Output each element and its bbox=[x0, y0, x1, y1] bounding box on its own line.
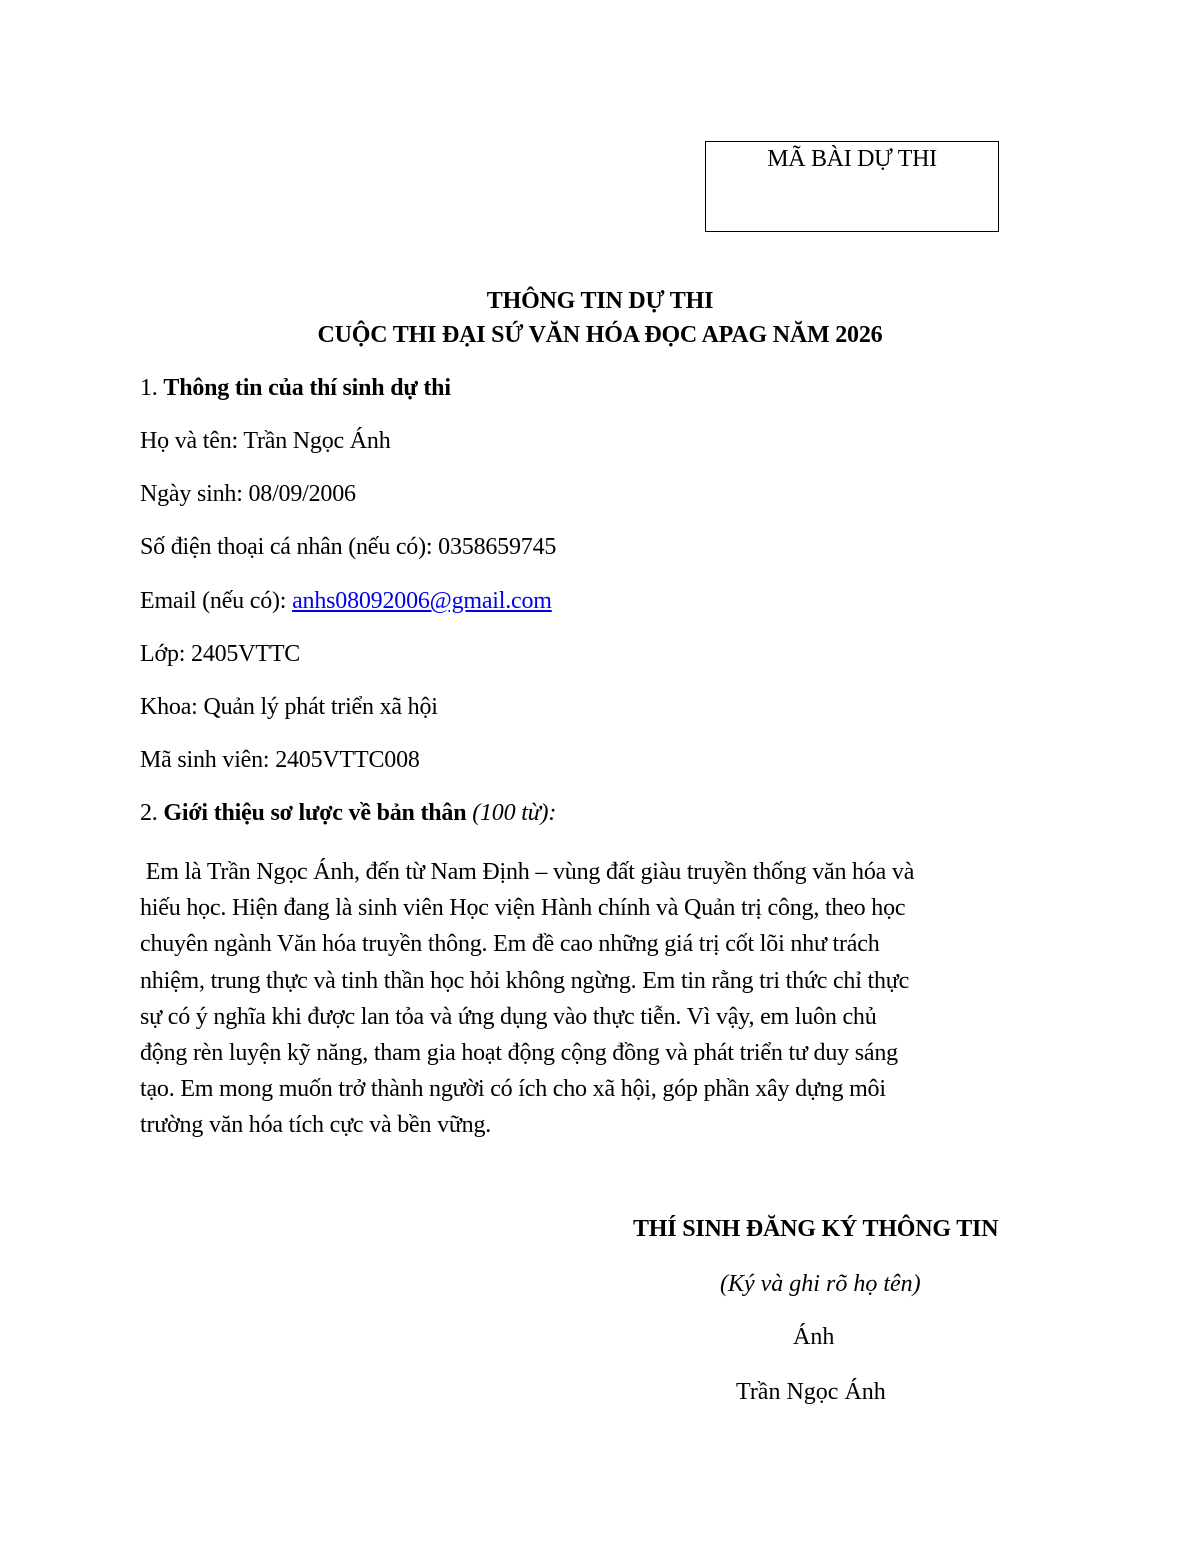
field-student-id bbox=[140, 747, 420, 774]
field-full-name bbox=[140, 428, 391, 455]
email-link[interactable]: anhs08092006@gmail.com bbox=[292, 588, 552, 614]
section1-title: Thông tin của thí sinh dự thi bbox=[163, 375, 451, 401]
section2-note: (100 từ): bbox=[472, 800, 557, 826]
field-phone bbox=[140, 534, 556, 561]
field-value: 0358659745 bbox=[438, 534, 557, 560]
section2-title: Giới thiệu sơ lược về bản thân bbox=[163, 800, 467, 826]
field-value: Trần Ngọc Ánh bbox=[243, 428, 391, 454]
field-label: Khoa: bbox=[140, 694, 204, 720]
paragraph-line: Em là Trần Ngọc Ánh, đến từ Nam Định – vùng đất giàu truyền thống văn hóa và bbox=[140, 859, 915, 885]
document-subtitle: CUỘC THI ĐẠI SỨ VĂN HÓA ĐỌC APAG NĂM 2026 bbox=[317, 322, 883, 348]
field-birth-date bbox=[140, 481, 356, 508]
exam-code-label: MÃ BÀI DỰ THI bbox=[767, 146, 937, 172]
field-value: 08/09/2006 bbox=[248, 481, 356, 507]
paragraph-line: trường văn hóa tích cực và bền vững. bbox=[140, 1112, 492, 1139]
signature-title: THÍ SINH ĐĂNG KÝ THÔNG TIN bbox=[633, 1216, 999, 1242]
field-value: 2405VTTC bbox=[191, 641, 301, 667]
field-email bbox=[140, 588, 552, 615]
field-label: Lớp: bbox=[140, 641, 192, 667]
field-value: Quản lý phát triển xã hội bbox=[203, 694, 438, 720]
section2-number: 2. bbox=[140, 800, 164, 826]
field-label: Email (nếu có): bbox=[140, 588, 293, 614]
paragraph-line: nhiệm, trung thực và tinh thần học hỏi không ngừng. Em tin rằng tri thức chỉ thực bbox=[140, 967, 910, 994]
field-label: Số điện thoại cá nhân (nếu có): bbox=[140, 534, 439, 560]
paragraph-line: tạo. Em mong muốn trở thành người có ích cho xã hội, góp phần xây dựng môi bbox=[140, 1076, 886, 1103]
section2-heading bbox=[140, 800, 556, 827]
section1-number: 1. bbox=[140, 375, 164, 401]
signature-note: (Ký và ghi rõ họ tên) bbox=[720, 1271, 921, 1297]
field-value: 2405VTTC008 bbox=[275, 747, 420, 773]
exam-code-box bbox=[705, 141, 999, 232]
paragraph-line: sự có ý nghĩa khi được lan tỏa và ứng dụng vào thực tiễn. Vì vậy, em luôn chủ bbox=[140, 1003, 877, 1030]
field-label: Họ và tên: bbox=[140, 428, 244, 454]
self-introduction-paragraph bbox=[140, 854, 1060, 1144]
field-faculty bbox=[140, 694, 438, 721]
document-title: THÔNG TIN DỰ THI bbox=[486, 288, 714, 314]
section1-heading bbox=[140, 375, 451, 402]
signer-full-name: Trần Ngọc Ánh bbox=[736, 1379, 886, 1405]
field-label: Mã sinh viên: bbox=[140, 747, 276, 773]
field-class bbox=[140, 641, 300, 668]
paragraph-line: hiếu học. Hiện đang là sinh viên Học viện Hành chính và Quản trị công, theo học bbox=[140, 895, 906, 922]
paragraph-line: chuyên ngành Văn hóa truyền thông. Em đề cao những giá trị cốt lõi như trách bbox=[140, 931, 880, 958]
signature: Ánh bbox=[793, 1324, 835, 1350]
paragraph-line: động rèn luyện kỹ năng, tham gia hoạt động cộng đồng và phát triển tư duy sáng bbox=[140, 1040, 898, 1067]
field-label: Ngày sinh: bbox=[140, 481, 249, 507]
